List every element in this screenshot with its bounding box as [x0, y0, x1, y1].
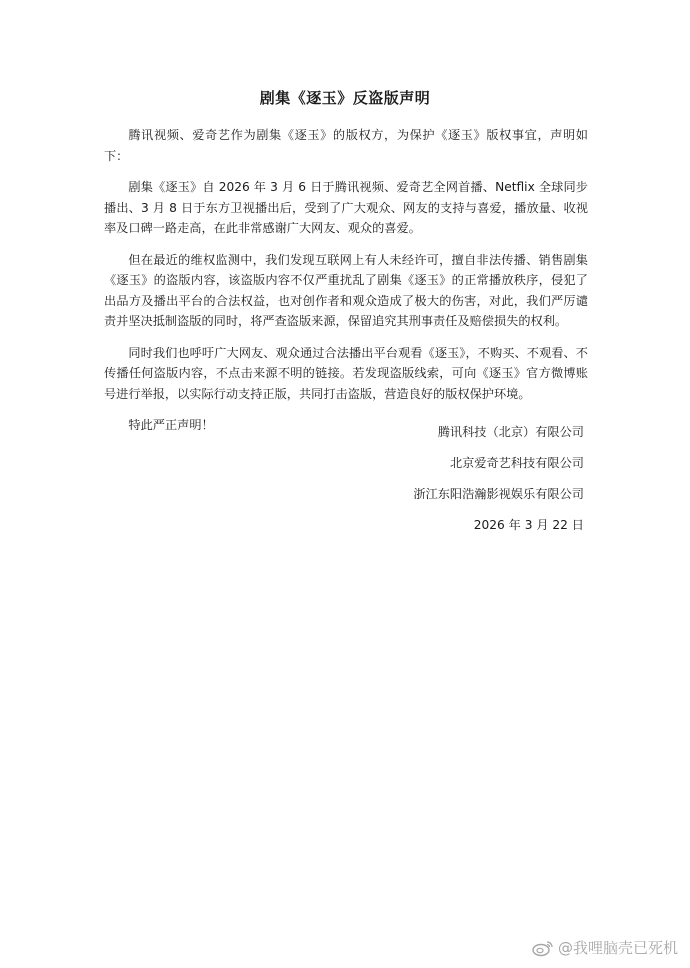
- signatory-haohan: 浙江东阳浩瀚影视娱乐有限公司: [413, 487, 584, 501]
- signatory-tencent: 腾讯科技（北京）有限公司: [437, 425, 584, 439]
- watermark: [532, 937, 678, 958]
- signatory-iqiyi: 北京爱奇艺科技有限公司: [449, 456, 584, 470]
- weibo-logo-icon: [532, 939, 554, 957]
- paragraph-appeal: 同时我们也呼吁广大网友、观众通过合法播出平台观看《逐玉》，不购买、不观看、不传播任何盗版内容，不点击来源不明的链接。若发现盗版线索，可向《逐玉》官方微博账号进行举报，以实际行动支持正版，共同打击盗版，营造良好的版权保护环境。: [104, 345, 588, 401]
- signature-block: [413, 424, 584, 548]
- watermark-text: @我哩脑壳已死机: [557, 939, 678, 957]
- paragraph-piracy: 但在最近的维权监测中，我们发现互联网上有人未经许可，擅自非法传播、销售剧集《逐玉》的盗版内容，该盗版内容不仅严重扰乱了剧集《逐玉》的正常播放秩序，侵犯了出品方及播出平台的合法权益，也对创作者和观众造成了极大的伤害，对此，我们严厉谴责并坚决抵制盗版的同时，将严查盗版来源，保留追究其刑事责任及赔偿损失的权利。: [104, 252, 588, 328]
- paragraph-intro: 腾讯视频、爱奇艺作为剧集《逐玉》的版权方，为保护《逐玉》版权事宜，声明如下：: [104, 128, 588, 163]
- document-date: 2026 年 3 月 22 日: [473, 518, 584, 532]
- document-title: 剧集《逐玉》反盗版声明: [259, 89, 431, 107]
- paragraph-broadcast: 剧集《逐玉》自 2026 年 3 月 6 日于腾讯视频、爱奇艺全网首播、Netflix 全球同步播出、3 月 8 日于东方卫视播出后，受到了广大观众、网友的支持与喜爱，播放量、收视率及口碑一路走高，在此非常感谢广大网友、观众的喜爱。: [104, 180, 588, 235]
- document-body: [104, 125, 588, 447]
- paragraph-closing: 特此严正声明！: [128, 418, 214, 432]
